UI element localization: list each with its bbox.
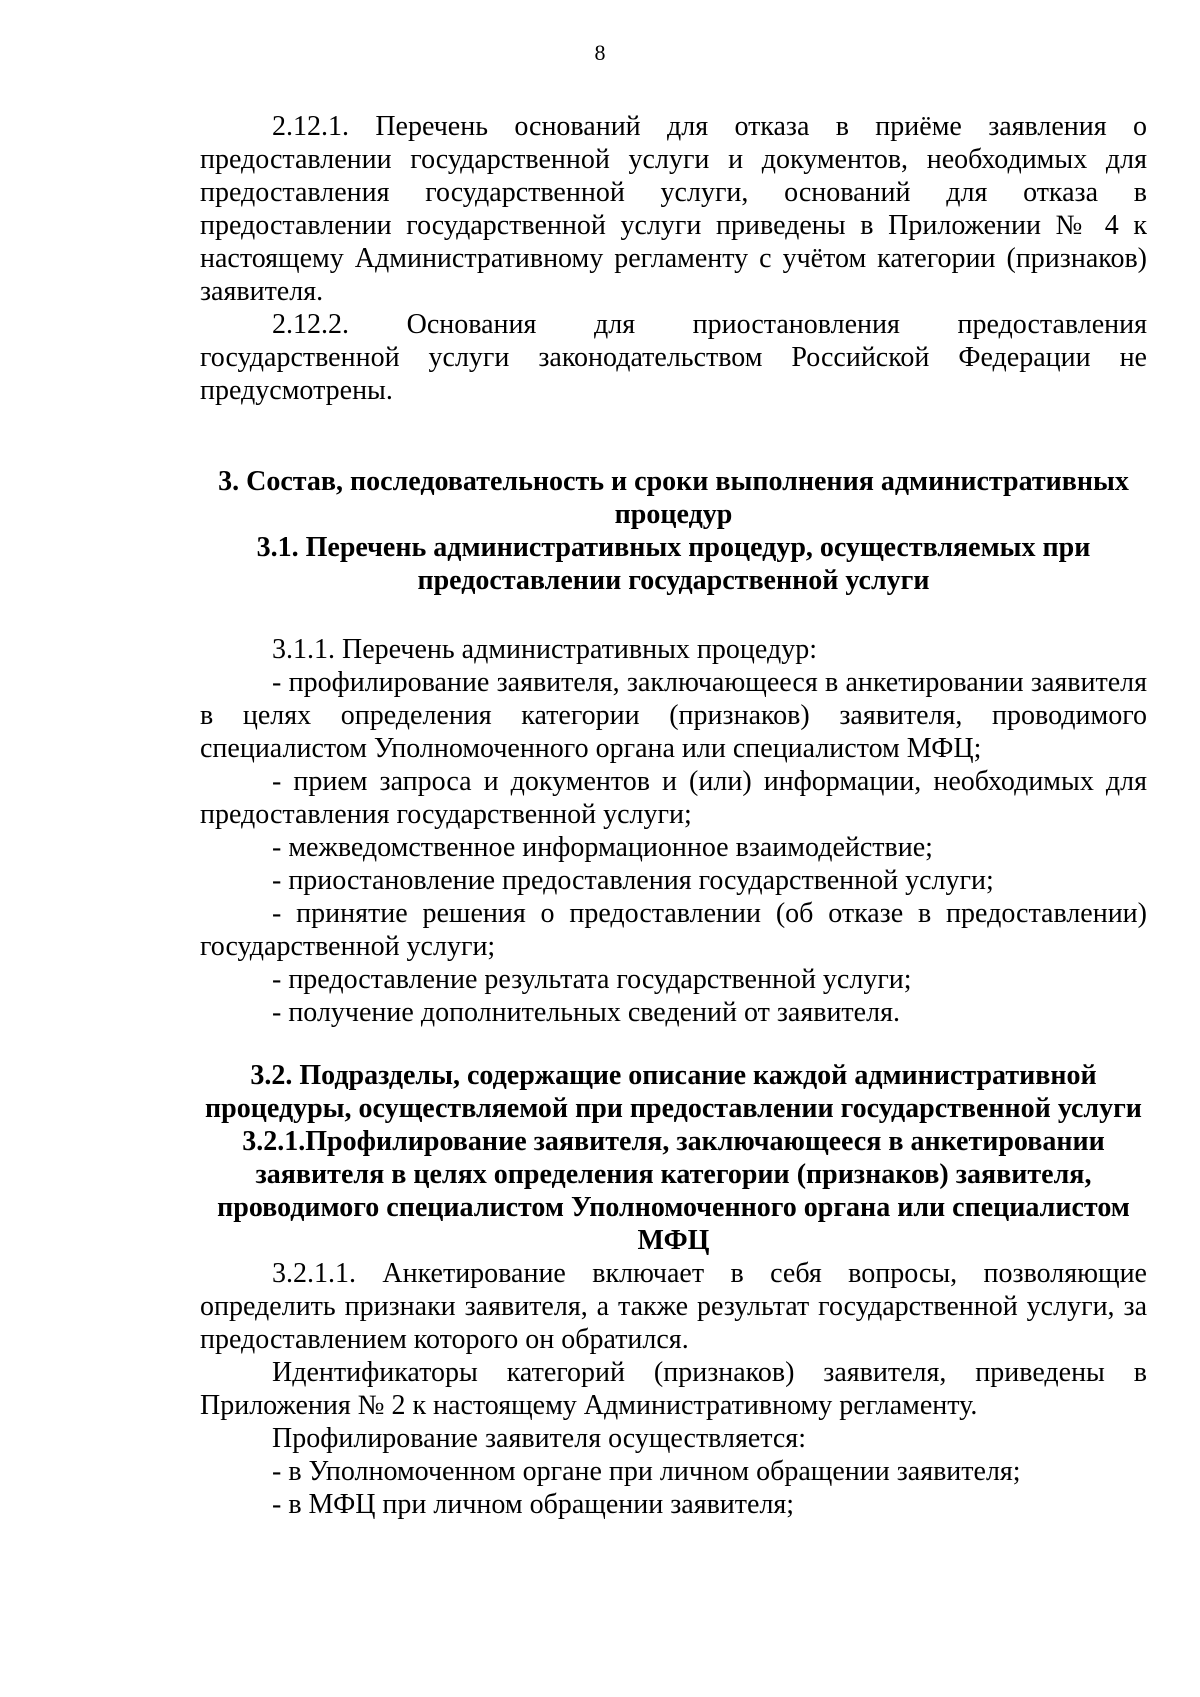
procedure-item: - предоставление результата государственной услуги; [272,964,912,995]
procedure-item: - профилирование заявителя, заключающееся в анкетировании заявителя в целях определения категории (признаков) заявителя, проводимого специалистом Уполномоченного органа или специалистом МФЦ; [200,667,1147,764]
procedure-item: - получение дополнительных сведений от заявителя. [272,997,900,1028]
section-3-2-1-heading: 3.2.1.Профилирование заявителя, заключающееся в анкетировании заявителя в целях определения категории (признаков) заявителя, проводимого специалистом Уполномоченного органа или специалистом МФЦ [217,1126,1130,1256]
procedure-item: - приостановление предоставления государственной услуги; [272,865,994,896]
paragraph-profiling-intro: Профилирование заявителя осуществляется: [272,1423,806,1454]
paragraph-3-1-1: 3.1.1. Перечень административных процедур: [272,634,817,665]
profiling-place-item: - в Уполномоченном органе при личном обращении заявителя; [272,1456,1021,1487]
section-3-2-heading: 3.2. Подразделы, содержащие описание каждой административной процедуры, осуществляемой при предоставлении государственной услуги [205,1060,1142,1124]
procedure-item: - межведомственное информационное взаимодействие; [272,832,933,863]
paragraph-2-12-2: 2.12.2. Основания для приостановления предоставления государственной услуги законодательством Российской Федерации не предусмотрены. [200,309,1147,406]
paragraph-2-12-1: 2.12.1. Перечень оснований для отказа в приёме заявления о предоставлении государственной услуги и документов, необходимых для предоставления государственной услуги, оснований для отказа в предоставлении государственной услуги приведены в Приложении № 4 к настоящему Административному регламенту с учётом категории (признаков) заявителя. [200,111,1147,307]
paragraph-3-2-1-1: 3.2.1.1. Анкетирование включает в себя вопросы, позволяющие определить признаки заявителя, а также результат государственной услуги, за предоставлением которого он обратился. [200,1258,1147,1355]
profiling-place-item: - в МФЦ при личном обращении заявителя; [272,1489,795,1520]
section-3-heading: 3. Состав, последовательность и сроки выполнения административных процедур [218,466,1129,530]
page-content [200,110,1147,1521]
page-number: 8 [594,40,606,65]
procedure-item: - принятие решения о предоставлении (об отказе в предоставлении) государственной услуги; [200,898,1147,962]
section-3-1-heading: 3.1. Перечень административных процедур, осуществляемых при предоставлении государственной услуги [256,532,1091,596]
paragraph-identifiers: Идентификаторы категорий (признаков) заявителя, приведены в Приложения № 2 к настоящему Административному регламенту. [200,1357,1147,1421]
procedure-item: - прием запроса и документов и (или) информации, необходимых для предоставления государственной услуги; [200,766,1147,830]
